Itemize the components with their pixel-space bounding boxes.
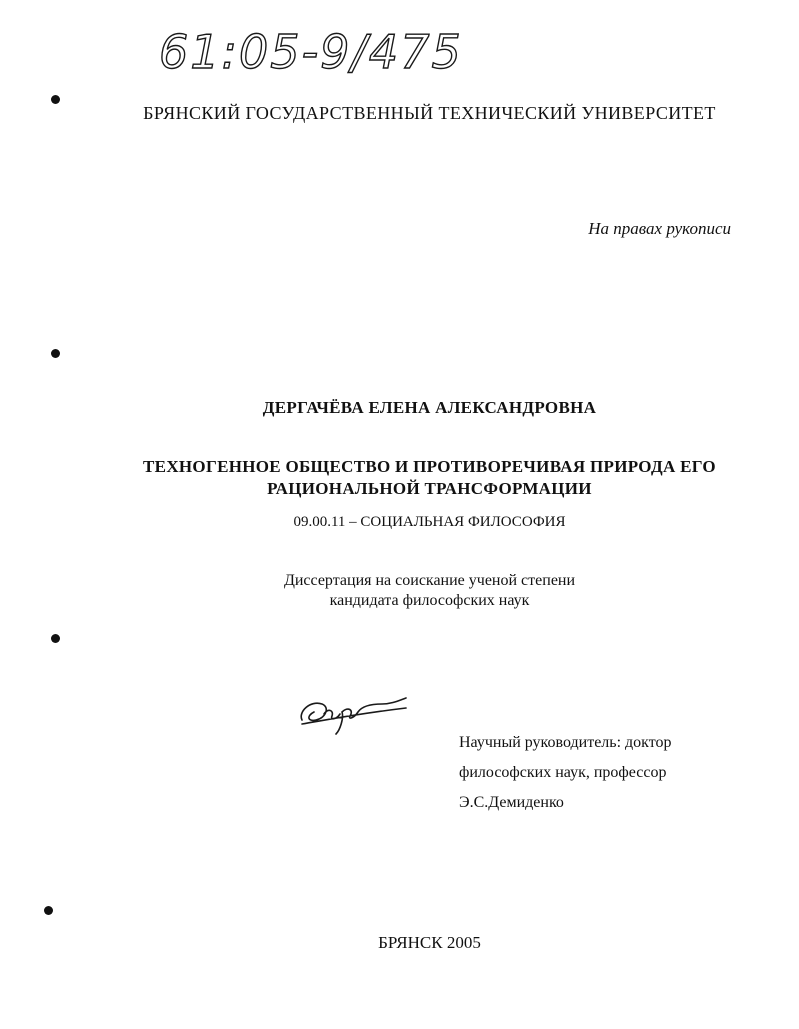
archive-stamp-text: 61:05-9/475 — [159, 25, 463, 79]
dissertation-title — [60, 456, 799, 500]
manuscript-note: На правах рукописи — [588, 219, 731, 238]
punch-hole-2 — [51, 349, 60, 358]
punch-hole-3 — [51, 634, 60, 643]
supervisor-name: Э.С.Демиденко — [459, 794, 564, 811]
author-name: ДЕРГАЧЁВА ЕЛЕНА АЛЕКСАНДРОВНА — [262, 398, 597, 417]
specialty-code: 09.00.11 – СОЦИАЛЬНАЯ ФИЛОСОФИЯ — [293, 514, 566, 530]
handwritten-signature — [296, 690, 416, 740]
degree-line-1: Диссертация на соискание ученой степени — [283, 572, 576, 589]
university-name: БРЯНСКИЙ ГОСУДАРСТВЕННЫЙ ТЕХНИЧЕСКИЙ УНИВЕРСИТЕТ — [143, 103, 716, 123]
supervisor-line-1: Научный руководитель: доктор — [459, 734, 672, 751]
supervisor-line-2: философских наук, профессор — [459, 764, 667, 781]
title-line-1: ТЕХНОГЕННОЕ ОБЩЕСТВО И ПРОТИВОРЕЧИВАЯ ПРИРОДА ЕГО — [143, 457, 716, 476]
title-line-2: РАЦИОНАЛЬНОЙ ТРАНСФОРМАЦИИ — [267, 479, 592, 498]
scientific-supervisor — [459, 728, 672, 818]
degree-line-2: кандидата философских наук — [329, 592, 530, 609]
archive-stamp — [155, 10, 485, 90]
punch-hole-4 — [44, 906, 53, 915]
city-and-year: БРЯНСК 2005 — [378, 933, 481, 952]
degree-statement — [60, 571, 799, 611]
